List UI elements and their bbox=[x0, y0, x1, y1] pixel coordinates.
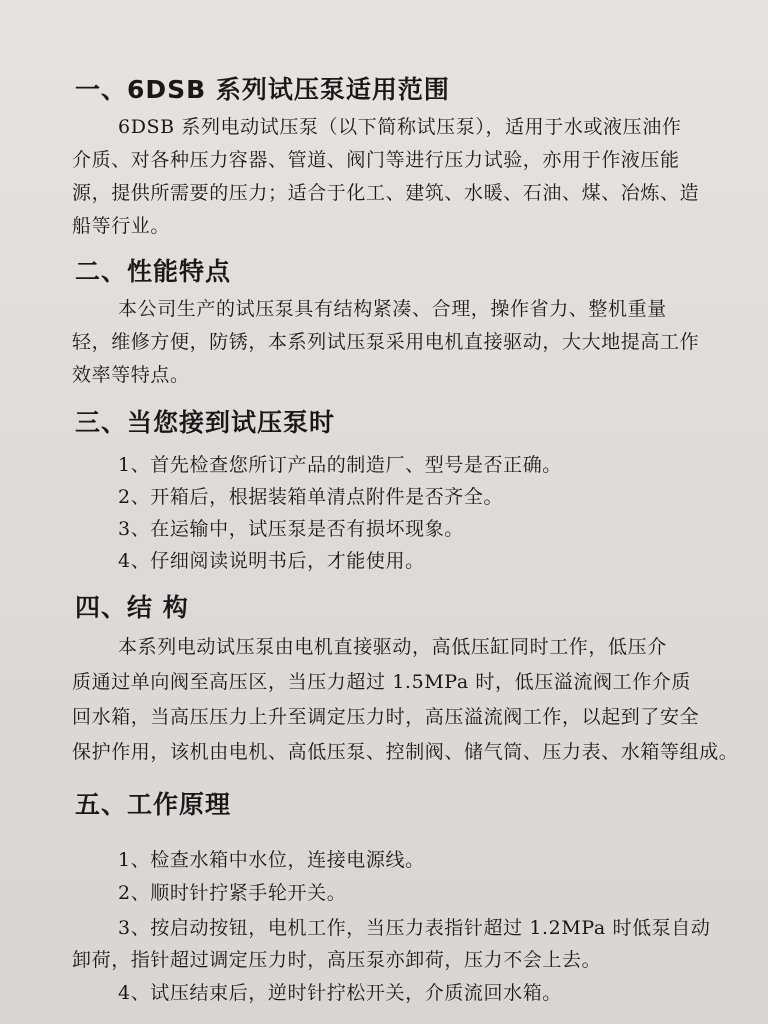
section-5-heading: 五、工作原理 bbox=[75, 790, 232, 819]
section-5-item-1: 1、检查水箱中水位，连接电源线。 bbox=[118, 849, 425, 871]
section-1-line-4: 船等行业。 bbox=[72, 215, 171, 237]
section-1-line-1: 6DSB 系列电动试压泵（以下简称试压泵），适用于水或液压油作 bbox=[118, 116, 682, 138]
section-4-line-3: 回水箱，当高压压力上升至调定压力时，高压溢流阀工作，以起到了安全 bbox=[72, 706, 700, 728]
section-3-item-3: 3、在运输中，试压泵是否有损坏现象。 bbox=[118, 518, 464, 540]
section-2-line-3: 效率等特点。 bbox=[72, 364, 190, 386]
section-5-item-2: 2、顺时针拧紧手轮开关。 bbox=[118, 882, 347, 904]
section-1-line-2: 介质、对各种压力容器、管道、阀门等进行压力试验，亦用于作液压能 bbox=[72, 149, 680, 171]
section-5-item-3-cont: 卸荷，指针超过调定压力时，高压泵亦卸荷，压力不会上去。 bbox=[72, 949, 602, 971]
section-2-heading: 二、性能特点 bbox=[75, 257, 232, 286]
section-3-item-2: 2、开箱后，根据装箱单清点附件是否齐全。 bbox=[118, 486, 504, 508]
section-3-item-4: 4、仔细阅读说明书后，才能使用。 bbox=[118, 550, 425, 572]
section-2-line-2: 轻，维修方便，防锈，本系列试压泵采用电机直接驱动，大大地提高工作 bbox=[72, 331, 700, 353]
section-5-item-3: 3、按启动按钮，电机工作，当压力表指针超过 1.2MPa 时低泵自动 bbox=[118, 917, 711, 939]
section-1-heading: 一、6DSB 系列试压泵适用范围 bbox=[75, 75, 450, 104]
section-4-line-2: 质通过单向阀至高压区，当压力超过 1.5MPa 时，低压溢流阀工作介质 bbox=[72, 671, 692, 693]
section-4-line-1: 本系列电动试压泵由电机直接驱动，高低压缸同时工作，低压介 bbox=[118, 636, 667, 658]
section-4-line-4: 保护作用，该机由电机、高低压泵、控制阀、储气筒、压力表、水箱等组成。 bbox=[72, 741, 739, 763]
section-1-line-3: 源，提供所需要的压力；适合于化工、建筑、水暖、石油、煤、冶炼、造 bbox=[72, 182, 700, 204]
section-3-item-1: 1、首先检查您所订产品的制造厂、型号是否正确。 bbox=[118, 454, 562, 476]
section-2-line-1: 本公司生产的试压泵具有结构紧凑、合理，操作省力、整机重量 bbox=[118, 298, 667, 320]
section-5-item-4: 4、试压结束后，逆时针拧松开关，介质流回水箱。 bbox=[118, 982, 562, 1004]
section-3-heading: 三、当您接到试压泵时 bbox=[75, 408, 336, 437]
section-4-heading: 四、结 构 bbox=[75, 593, 189, 622]
